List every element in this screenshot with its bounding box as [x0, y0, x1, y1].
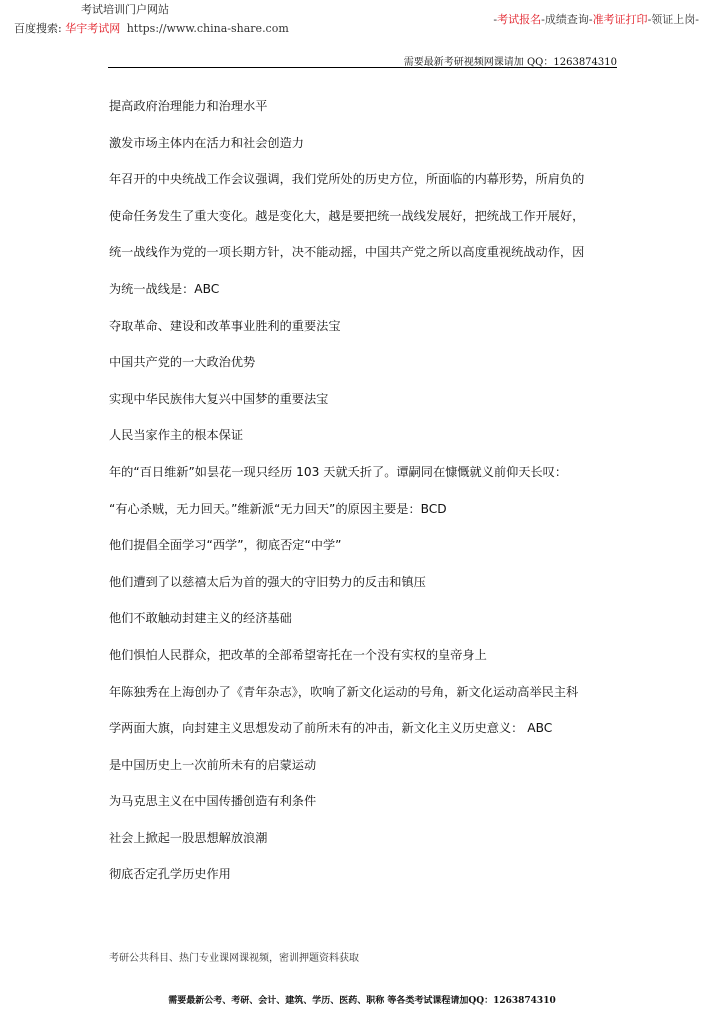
text-line: 他们提倡全面学习“西学”，彻底否定“中学”	[109, 538, 342, 553]
nav-admission-ticket-link[interactable]: 准考证打印	[592, 13, 648, 26]
nav-separator: -	[588, 13, 593, 26]
text-line: 为马克思主义在中国传播创造有利条件	[109, 794, 317, 809]
text-line: 提高政府治理能力和治理水平	[109, 99, 268, 113]
text-line: 激发市场主体内在活力和社会创造力	[109, 135, 304, 150]
text-line: 是中国历史上一次前所未有的启蒙运动	[109, 757, 317, 772]
footer-note: 考研公共科目、热门专业课网课视频，密训押题资料获取	[109, 953, 359, 964]
search-label: 百度搜索:	[14, 22, 62, 35]
text-line: 彻底否定孔学历史作用	[109, 867, 231, 882]
nav-separator: -	[493, 13, 498, 26]
text-line: 他们惧怕人民群众，把改革的全部希望寄托在一个没有实权的皇帝身上	[109, 647, 487, 662]
text-line: 为统一战线是：ABC	[109, 281, 220, 296]
text-line: 统一战线作为党的一项长期方针，决不能动摇，中国共产党之所以高度重视统战动作，因	[109, 245, 585, 260]
text-line: 他们遭到了以慈禧太后为首的强大的守旧势力的反击和镇压	[109, 574, 426, 589]
header-nav	[493, 11, 699, 27]
search-line	[14, 20, 289, 36]
document-body	[109, 96, 619, 901]
text-line: 中国共产党的一大政治优势	[109, 355, 256, 370]
text-line: 使命任务发生了重大变化。越是变化大，越是要把统一战线发展好，把统战工作开展好，	[109, 208, 585, 223]
site-title: 考试培训门户网站	[81, 3, 169, 16]
nav-separator: -	[541, 13, 545, 26]
text-line: 人民当家作主的根本保证	[109, 428, 244, 443]
header-notice: 需要最新考研视频网课请加 QQ：1263874310	[403, 57, 617, 68]
text-line: 他们不敢触动封建主义的经济基础	[109, 611, 292, 626]
text-line: 社会上掀起一股思想解放浪潮	[109, 830, 268, 845]
nav-separator: -	[647, 13, 652, 26]
text-line: “有心杀贼，无力回天。”维新派“无力回天”的原因主要是：BCD	[109, 501, 447, 516]
text-line: 夺取革命、建设和改革事业胜利的重要法宝	[109, 318, 341, 333]
nav-score-query-link[interactable]: 成绩查询	[544, 13, 589, 26]
nav-exam-registration-link[interactable]: 考试报名	[497, 13, 542, 26]
text-line: 学两面大旗，向封建主义思想发动了前所未有的冲击，新文化主义历史意义： ABC	[109, 721, 553, 736]
nav-certificate-link[interactable]: 领证上岗	[651, 13, 696, 26]
text-line: 年的“百日维新”如昙花一现只经历 103 天就夭折了。谭嗣同在慷慨就义前仰天长叹：	[109, 464, 568, 479]
text-line: 年召开的中央统战工作会议强调，我们党所处的历史方位，所面临的内幕形势，所肩负的	[109, 172, 585, 187]
brand-link[interactable]: 华宇考试网	[65, 22, 121, 35]
nav-separator: -	[695, 13, 699, 26]
text-line: 年陈独秀在上海创办了《青年杂志》，吹响了新文化运动的号角，新文化运动高举民主科	[109, 684, 579, 699]
footer-contact: 需要最新公考、考研、会计、建筑、学历、医药、职称 等各类考试课程请加QQ：1263874310	[168, 996, 556, 1006]
header-divider	[108, 67, 617, 68]
site-url[interactable]: https://www.china-share.com	[126, 22, 289, 35]
text-line: 实现中华民族伟大复兴中国梦的重要法宝	[109, 391, 329, 406]
